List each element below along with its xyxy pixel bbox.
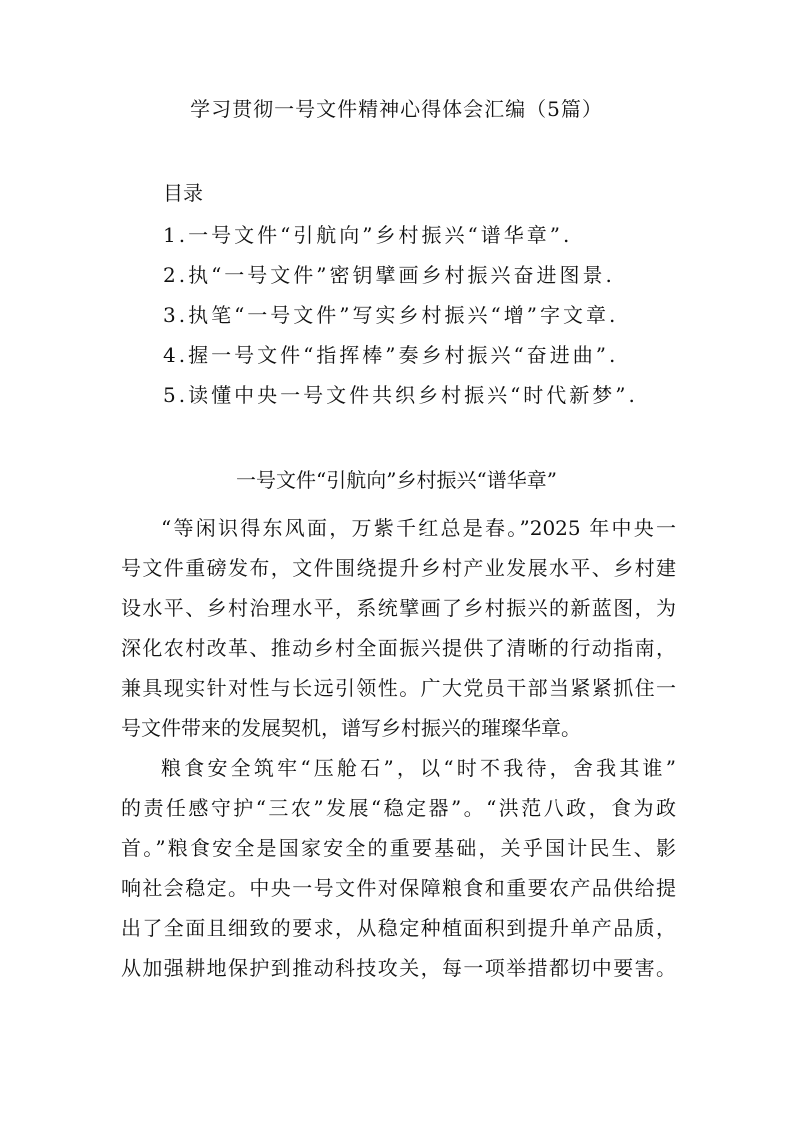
- paragraph-line: 设水平、乡村治理水平，系统擘画了乡村振兴的新蓝图，为: [121, 596, 676, 620]
- paragraph-line: 深化农村改革、推动乡村全面振兴提供了清晰的行动指南，: [121, 636, 676, 660]
- paragraph-1: [121, 512, 676, 752]
- toc-item[interactable]: 4.握一号文件“指挥棒”奏乡村振兴“奋进曲”.: [163, 343, 619, 367]
- paragraph-2: [121, 752, 676, 992]
- paragraph-line: 从加强耕地保护到推动科技攻关，每一项举措都切中要害。: [121, 956, 676, 980]
- paragraph-line: 号文件重磅发布，文件围绕提升乡村产业发展水平、乡村建: [121, 556, 676, 580]
- paragraph-line: 的责任感守护“三农”发展“稳定器”。“洪范八政，食为政: [121, 796, 676, 820]
- section-body: [121, 512, 676, 992]
- section-title: 一号文件“引航向”乡村振兴“谱华章”: [236, 468, 557, 492]
- toc-item[interactable]: 3.执笔“一号文件”写实乡村振兴“增”字文章.: [163, 303, 619, 327]
- paragraph-line: 首。”粮食安全是国家安全的重要基础，关乎国计民生、影: [121, 836, 676, 860]
- table-of-contents: [163, 223, 638, 423]
- toc-item[interactable]: 1.一号文件“引航向”乡村振兴“谱华章”.: [163, 223, 573, 247]
- document-title: 学习贯彻一号文件精神心得体会汇编（5篇）: [190, 97, 603, 121]
- paragraph-line: 响社会稳定。中央一号文件对保障粮食和重要农产品供给提: [121, 876, 676, 900]
- paragraph-line: 粮食安全筑牢“压舱石”，以“时不我待，舍我其谁”: [161, 756, 676, 780]
- paragraph-line: 出了全面且细致的要求，从稳定种植面积到提升单产品质，: [121, 916, 676, 940]
- toc-heading: 目录: [163, 181, 203, 205]
- paragraph-line: 号文件带来的发展契机，谱写乡村振兴的璀璨华章。: [121, 716, 581, 740]
- toc-item[interactable]: 2.执“一号文件”密钥擘画乡村振兴奋进图景.: [163, 263, 615, 287]
- paragraph-line: 兼具现实针对性与长远引领性。广大党员干部当紧紧抓住一: [121, 676, 676, 700]
- paragraph-line: “等闲识得东风面，万紫千红总是春。”2025 年中央一: [161, 516, 676, 540]
- toc-item[interactable]: 5.读懂中央一号文件共织乡村振兴“时代新梦”.: [163, 383, 638, 407]
